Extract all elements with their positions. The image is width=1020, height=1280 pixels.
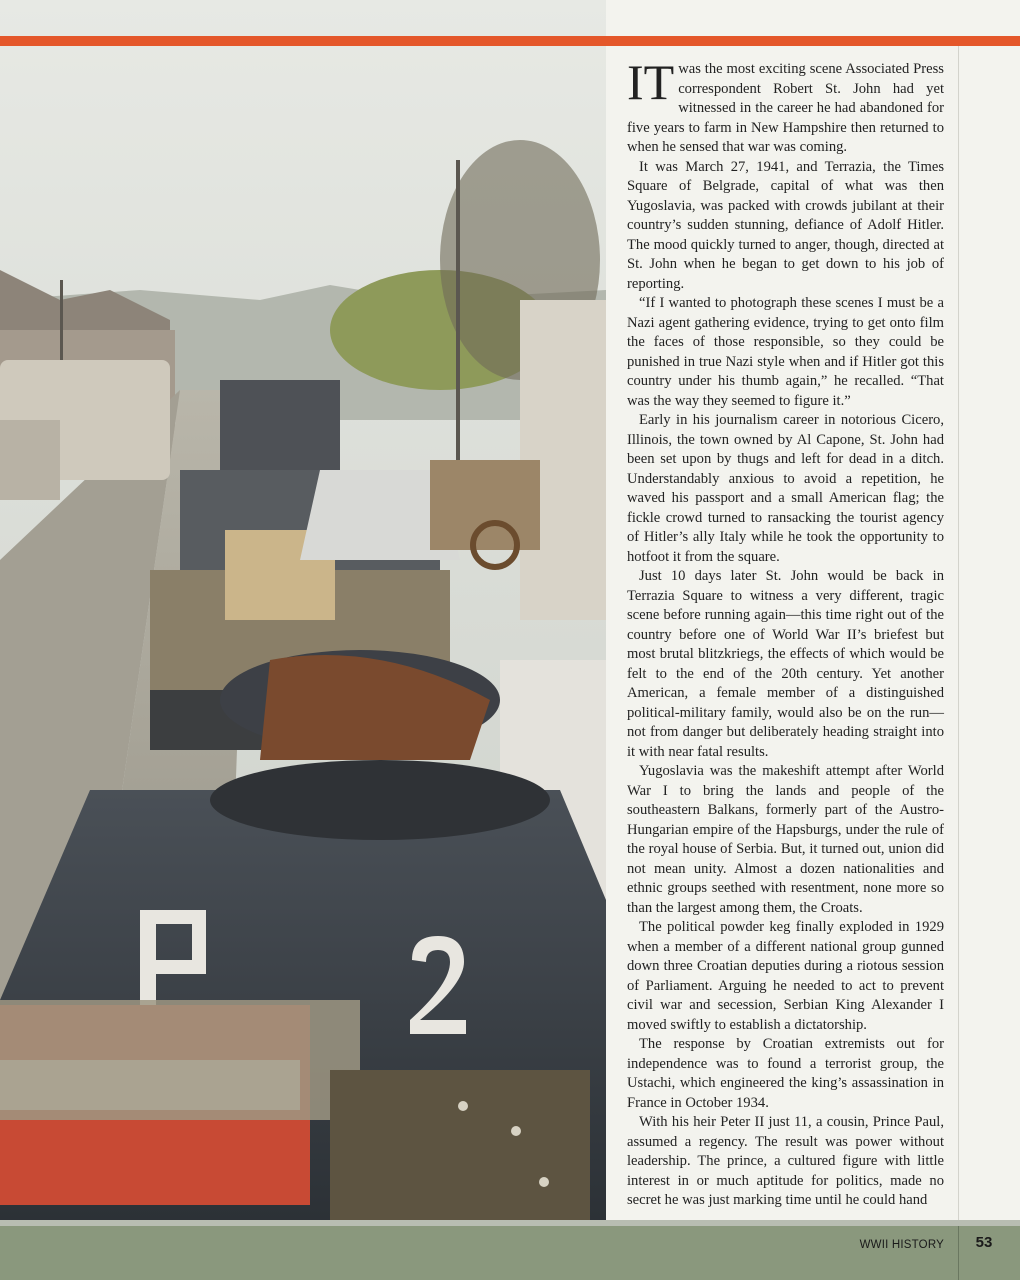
article-paragraph: IT was the most exciting scene Associated Press correspondent Robert St. John had yet witnessed in the career he had abandoned for five years to farm in New Hampshire then returned to when he sensed that war was coming. [627, 54, 944, 155]
drop-cap: IT [627, 54, 675, 110]
top-accent-bar [0, 36, 1020, 46]
article-paragraph: The political powder keg finally exploded in 1929 when a member of a different national group gunned down three Croatian deputies during a riotous session of Parliament. Arguing he needed to act to prevent civil war and secession, Serbian King Alexander I moved swiftly to establish a dictatorship. [627, 919, 944, 1033]
footer-top-band [0, 1220, 1020, 1226]
article-paragraph: “If I wanted to photograph these scenes I must be a Nazi agent gathering evidence, trying to get onto film the faces of those responsible, so they could be punished in true Nazi style when and if Hitler got this country under his thumb again,” he recalled. “That was the way they seemed to figure it.” [627, 295, 944, 409]
article-paragraph: Early in his journalism career in notorious Cicero, Illinois, the town owned by Al Capone, St. John had been set upon by thugs and left for dead in a ditch. Understandably anxious to avoid a repetition, he waved his passport and a small American flag; the fickle crowd turned to ransacking the tourist agency of Hitler’s ally Italy while he took the opportunity to hotfoot it from the square. [627, 412, 944, 565]
article-paragraph: With his heir Peter II just 11, a cousin, Prince Paul, assumed a regency. The result was power without leadership. The prince, a cultured figure with little interest in or much aptitude for politics, made no secret he was just marking time until he could hand [627, 1114, 944, 1208]
footer-divider [958, 1226, 959, 1280]
article-paragraph: It was March 27, 1941, and Terrazia, the Times Square of Belgrade, capital of what was then Yugoslavia, was packed with crowds jubilant at their country’s sudden stunning, defiance of Adolf Hitler. The mood quickly turned to anger, though, directed at St. John when he began to get down to his job of reporting. [627, 158, 944, 292]
article-paragraph: Just 10 days later St. John would be back in Terrazia Square to witness a very different, tragic scene before running again—this time right out of the country before one of World War II’s briefest but most brutal blitzkriegs, the effects of which would be felt to the end of the 20th century. Yet another American, a female member of a distinguished political-military family, would also be on the run—not from danger but deliberately heading straight into it with near fatal results. [627, 568, 944, 760]
margin-rule [958, 46, 959, 1220]
article-paragraph: Yugoslavia was the makeshift attempt after World War I to bring the lands and people of the southeastern Balkans, formerly part of the Austro-Hungarian empire of the Hapsburgs, under the rule of the royal house of Serbia. But, it turned out, union did not mean unity. Almost a dozen nationalities and ethnic groups seethed with resentment, none more so than the largest among them, the Croats. [627, 763, 944, 916]
publication-name: WWII HISTORY [859, 1239, 944, 1251]
page-number: 53 [975, 1234, 993, 1251]
article-body [627, 54, 944, 1211]
article-paragraph: The response by Croatian extremists out for independence was to found a terrorist group, the Ustachi, which engineered the king’s assassination in France in October 1934. [627, 1036, 944, 1111]
